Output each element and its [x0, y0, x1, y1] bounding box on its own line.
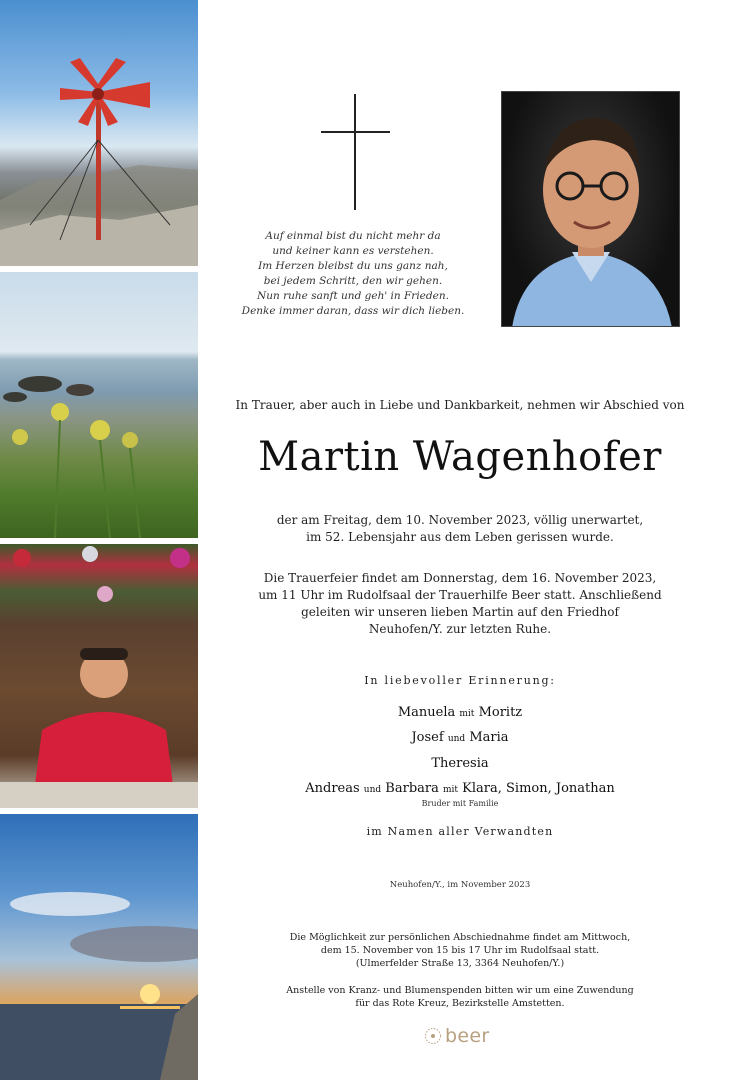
remembrance-heading: In liebevoller Erinnerung:	[364, 674, 556, 687]
paragraph-line: geleiten wir unseren lieben Martin auf den Friedhof	[301, 605, 619, 619]
family-row	[200, 756, 720, 771]
info-line: dem 15. November von 15 bis 17 Uhr im Rudolfsaal statt.	[320, 945, 600, 956]
poem-line: und keiner kann es verstehen.	[272, 245, 434, 257]
death-notice-paragraph	[220, 512, 700, 546]
dandelion-icon	[424, 1027, 442, 1045]
poem-line: Im Herzen bleibst du uns ganz nah,	[258, 260, 448, 272]
family-note: Bruder mit Familie	[421, 799, 499, 808]
family-name: Manuela	[397, 705, 456, 720]
paragraph-line: Neuhofen/Y. zur letzten Ruhe.	[368, 622, 552, 636]
viewing-info	[220, 931, 700, 970]
poem	[222, 229, 484, 319]
paragraph-line: im 52. Lebensjahr aus dem Leben gerissen wurde.	[306, 530, 614, 544]
summit-cross-drawing	[0, 0, 198, 266]
poem-line: Nun ruhe sanft und geh' in Frieden.	[257, 290, 449, 302]
family-joiner: und	[363, 785, 382, 795]
beer-logo	[424, 1024, 489, 1048]
photo-sunset-sea	[0, 814, 198, 1080]
info-line: Anstelle von Kranz- und Blumenspenden bitten wir um eine Zuwendung	[286, 985, 634, 996]
poem-line: bei jedem Schritt, den wir gehen.	[263, 275, 443, 287]
paragraph-line: Die Trauerfeier findet am Donnerstag, dem 16. November 2023,	[263, 571, 657, 585]
all-relatives-text: im Namen aller Verwandten	[366, 825, 554, 838]
family-joiner: und	[447, 734, 466, 744]
cross-vertical-bar	[354, 94, 356, 210]
info-line: Die Möglichkeit zur persönlichen Abschiednahme findet am Mittwoch,	[289, 932, 631, 943]
family-name: Moritz	[478, 705, 523, 720]
portrait-drawing	[502, 92, 680, 327]
photo-man-red-shirt	[0, 544, 198, 808]
info-line: für das Rote Kreuz, Bezirkstelle Amstetten.	[355, 998, 565, 1009]
family-name: Barbara	[385, 781, 439, 796]
donation-info	[220, 984, 700, 1010]
family-joiner: mit	[459, 709, 475, 719]
family-name: Josef	[411, 730, 444, 745]
paragraph-line: der am Freitag, dem 10. November 2023, völlig unerwartet,	[276, 513, 644, 527]
coast-drawing	[0, 272, 198, 538]
man-red-shirt-drawing	[0, 544, 198, 808]
logo-wordmark: beer	[445, 1025, 490, 1047]
paragraph-line: um 11 Uhr im Rudolfsaal der Trauerhilfe Beer statt. Anschließend	[258, 588, 662, 602]
place-date: Neuhofen/Y., im November 2023	[389, 880, 531, 890]
intro-text: In Trauer, aber auch in Liebe und Dankbarkeit, nehmen wir Abschied von	[235, 398, 685, 412]
photo-coast-flowers	[0, 272, 198, 538]
cross-horizontal-bar	[321, 131, 390, 133]
family-name: Andreas	[305, 781, 360, 796]
family-row	[200, 781, 720, 796]
family-row	[200, 730, 720, 745]
info-line: (Ulmerfelder Straße 13, 3364 Neuhofen/Y.)	[355, 958, 565, 969]
funeral-paragraph	[220, 570, 700, 638]
poem-line: Auf einmal bist du nicht mehr da	[265, 230, 441, 242]
family-name: Klara, Simon, Jonathan	[462, 781, 615, 796]
photo-summit-cross	[0, 0, 198, 266]
sunset-drawing	[0, 814, 198, 1080]
portrait-photo	[501, 91, 680, 327]
family-name: Theresia	[431, 756, 489, 771]
deceased-name: Martin Wagenhofer	[258, 434, 662, 480]
family-joiner: mit	[443, 785, 459, 795]
family-name: Maria	[469, 730, 509, 745]
poem-line: Denke immer daran, dass wir dich lieben.	[241, 305, 465, 317]
family-row	[200, 705, 720, 720]
